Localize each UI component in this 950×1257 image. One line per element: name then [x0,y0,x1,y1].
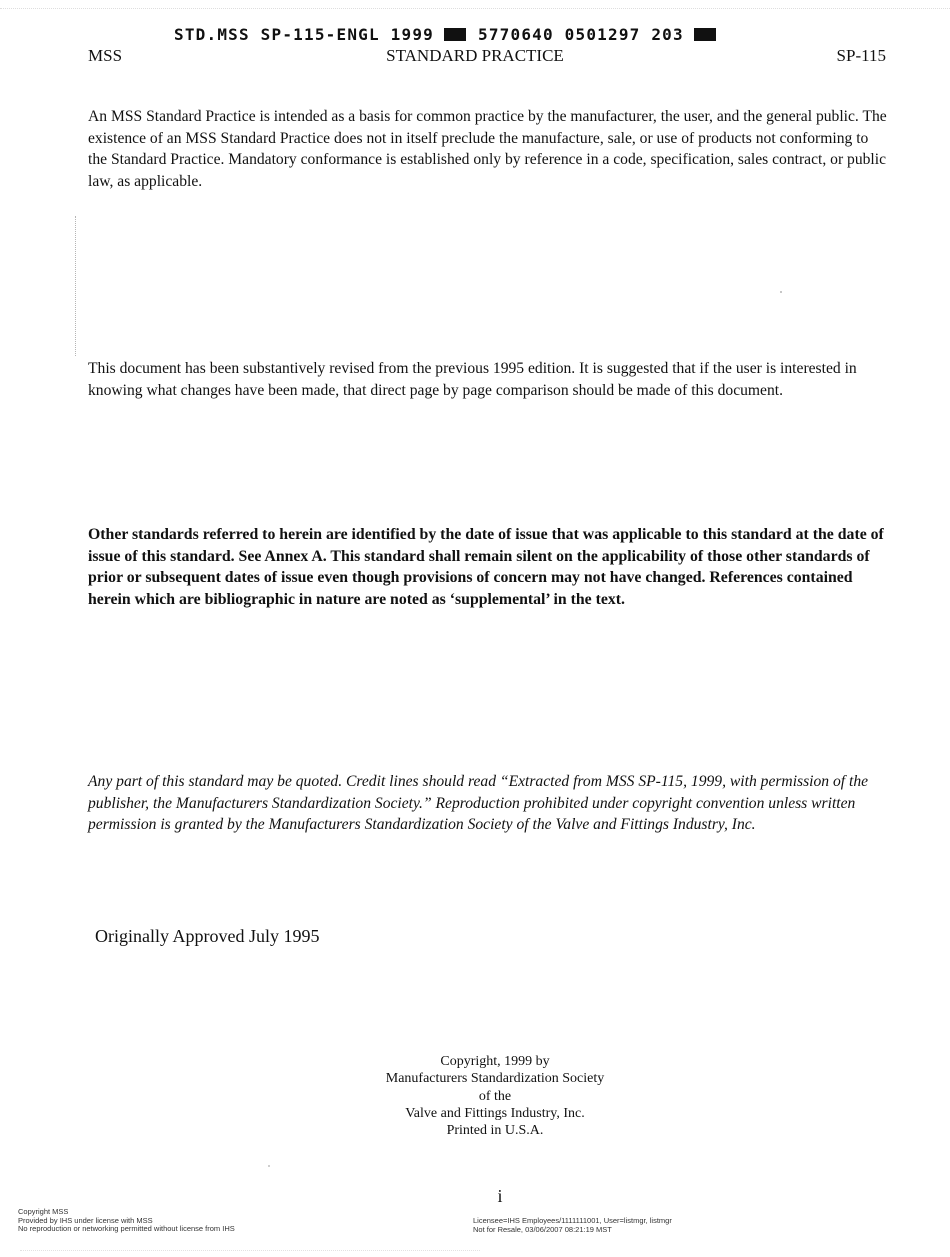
copyright-line: Valve and Fittings Industry, Inc. [405,1105,585,1121]
approval-date: Originally Approved July 1995 [95,926,320,946]
footer-license-right [473,1217,672,1234]
scan-noise-top [0,8,950,13]
revision-paragraph: This document has been substantively revised from the previous 1995 edition. It is suggested that if the user is interested in knowing what changes have been made, that direct page by page comparison should be made of this document. [88,360,857,399]
footer-line: Not for Resale, 03/06/2007 08:21:19 MST [473,1224,612,1234]
references-paragraph: Other standards referred to herein are identified by the date of issue that was applicable to this standard at the date of issue of this standard. See Annex A. This standard shall remain silent on the applicability of those other standards of prior or subsequent dates of issue even though provisions of concern may not have changed. References contained herein which are bibliographic in nature are noted as ‘supplemental’ in the text. [88,526,884,608]
document-code-left: STD.MSS SP-115-ENGL 1999 [174,24,434,44]
scan-speck [268,1165,270,1167]
copyright-line: of the [478,1088,512,1104]
footer-line: No reproduction or networking permitted without license from IHS [18,1224,235,1234]
footer-line: Provided by IHS under license with MSS [18,1215,153,1225]
page-number: i [497,1186,503,1206]
header-organization: MSS [88,46,123,65]
copyright-line: Printed in U.S.A. [446,1123,544,1139]
redaction-block-1 [444,28,466,41]
copyright-block [340,1053,650,1139]
header-document-number: SP-115 [836,46,886,65]
document-code-right: 5770640 0501297 203 [478,24,684,44]
scan-noise-bottom [20,1250,480,1253]
scan-speck [780,291,782,293]
copyright-line: Manufacturers Standardization Society [385,1071,605,1087]
copyright-line: Copyright, 1999 by [440,1054,550,1069]
footer-line: Licensee=IHS Employees/1111111001, User=listmgr, listmgr [473,1216,672,1225]
scan-document-code [174,24,754,44]
scan-margin-artifact [75,216,77,356]
redaction-block-2 [694,28,716,41]
intro-paragraph: An MSS Standard Practice is intended as a basis for common practice by the manufacturer, the user, and the general public. The existence of an MSS Standard Practice does not in itself preclude the manufacture, sale, or use of products not conforming to the Standard Practice. Mandatory conformance is established only by reference in a code, specification, sales contract, or public law, as applicable. [88,108,887,190]
header-title: STANDARD PRACTICE [386,46,564,65]
quotation-paragraph: Any part of this standard may be quoted. Credit lines should read “Extracted from MSS SP-115, 1999, with permission of the publisher, the Manufacturers Standardization Society.” Reproduction prohibited under copyright convention unless written permission is granted by the Manufacturers Standardization Society of the Valve and Fittings Industry, Inc. [88,773,869,833]
footer-line: Copyright MSS [18,1207,69,1216]
footer-license-left [18,1208,235,1234]
